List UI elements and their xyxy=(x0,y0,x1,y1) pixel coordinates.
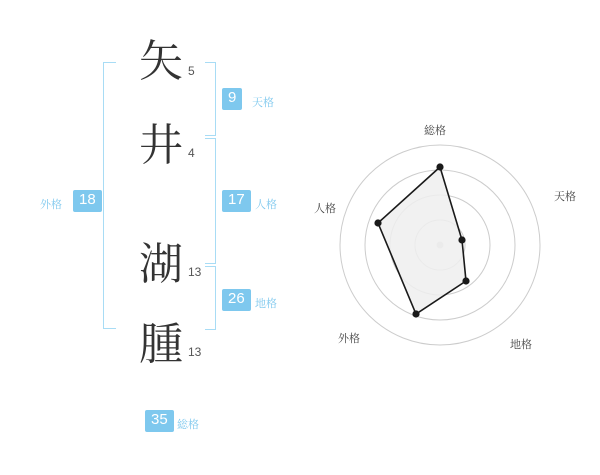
name-character-strokes: 13 xyxy=(188,265,202,279)
name-character: 腫 xyxy=(139,319,183,370)
name-character: 湖 xyxy=(139,239,183,290)
jinkaku-label: 人格 xyxy=(255,198,277,211)
radar-point-jinkaku xyxy=(374,219,381,226)
radar-axis-label-jinkaku: 人格 xyxy=(314,202,336,215)
outer-brace xyxy=(103,62,116,329)
tenkaku-label: 天格 xyxy=(252,96,274,109)
radar-chart-panel xyxy=(300,0,600,470)
soukaku-value-chip: 35 xyxy=(145,410,174,432)
gaikaku-label: 外格 xyxy=(40,198,62,211)
radar-chart-svg xyxy=(300,0,600,470)
tenkaku-value-chip: 9 xyxy=(222,88,242,110)
name-character: 井 xyxy=(139,120,183,171)
tenkaku-brace xyxy=(205,62,216,136)
radar-axis-label-soukaku: 総格 xyxy=(424,124,446,137)
chikaku-label: 地格 xyxy=(255,297,277,310)
chikaku-brace xyxy=(205,266,216,330)
soukaku-label: 総格 xyxy=(177,418,199,431)
radar-point-gaikaku xyxy=(412,310,419,317)
radar-axis-label-gaikaku: 外格 xyxy=(338,332,360,345)
name-character-strokes: 13 xyxy=(188,345,202,359)
radar-data-polygon xyxy=(378,167,466,314)
jinkaku-brace xyxy=(205,138,216,264)
name-character-strokes: 5 xyxy=(188,64,195,78)
chikaku-value-chip: 26 xyxy=(222,289,251,311)
radar-axis-label-chikaku: 地格 xyxy=(510,338,532,351)
name-character: 矢 xyxy=(139,36,183,87)
radar-point-soukaku xyxy=(436,163,443,170)
gaikaku-value-chip: 18 xyxy=(73,190,102,212)
name-kakusu-panel xyxy=(0,0,300,470)
jinkaku-value-chip: 17 xyxy=(222,190,251,212)
radar-point-chikaku xyxy=(462,277,469,284)
radar-point-tenkaku xyxy=(458,236,465,243)
radar-axis-label-tenkaku: 天格 xyxy=(554,190,576,203)
name-character-strokes: 4 xyxy=(188,146,195,160)
